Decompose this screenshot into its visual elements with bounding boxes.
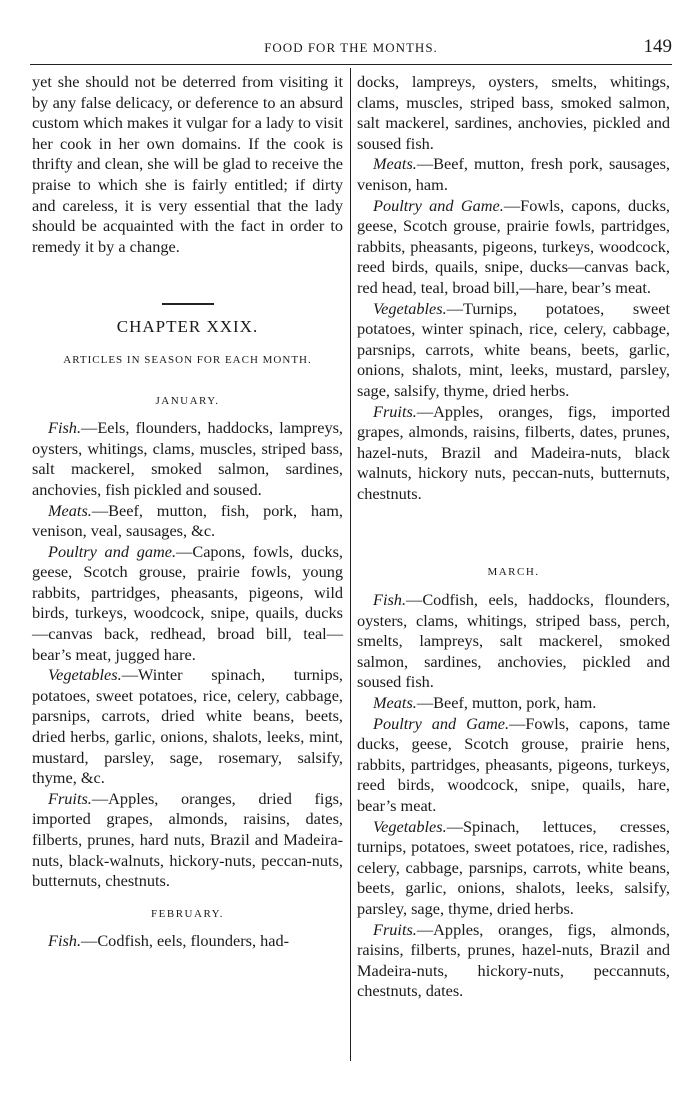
- vegetables-label: Vegetables.: [373, 816, 447, 836]
- march-poultry: [357, 714, 670, 817]
- poultry-label: Poultry and game.: [48, 541, 177, 561]
- fish-text: —Codfish, eels, flounders, had-: [81, 931, 290, 951]
- fruits-text: —Apples, oranges, dried figs, imported grapes, almonds, raisins, dates, filberts, prunes, hard nuts, Brazil and Madeira-nuts, black-walnuts, hickory-nuts, peccan-nuts, butternuts, chestnuts.: [32, 788, 343, 891]
- fish-label: Fish.: [48, 418, 82, 438]
- fruits-text: —Apples, oranges, figs, imported grapes, almonds, raisins, filberts, dates, prunes, hazel-nuts, Brazil and Madeira-nuts, black walnuts, hickory nuts, peccan-nuts, butternuts, chestnuts.: [357, 401, 670, 503]
- march-fish: [357, 590, 670, 693]
- chapter-subtitle: ARTICLES IN SEASON FOR EACH MONTH.: [63, 353, 312, 366]
- running-head: FOOD FOR THE MONTHS.: [264, 40, 438, 55]
- fruits-text: —Apples, oranges, figs, almonds, raisins, filberts, prunes, hazel-nuts, Brazil and Madeira-nuts, hickory-nuts, peccannuts, chestnuts, dates.: [357, 919, 670, 1001]
- march-vegetables: [357, 817, 670, 920]
- january-vegetables: [32, 665, 343, 789]
- vegetables-text: —Winter spinach, turnips, potatoes, sweet potatoes, rice, celery, cabbage, parsnips, carrots, dried white beans, beets, dried herbs, garlic, onions, shalots, leeks, mint, mustard, parsley, sage, rosemary, salsify, thyme, &c.: [32, 665, 343, 788]
- vegetables-label: Vegetables.: [48, 665, 122, 685]
- meats-text: —Beef, mutton, fish, pork, ham, venison, veal, sausages, &c.: [32, 500, 343, 541]
- meats-label: Meats.: [373, 154, 417, 174]
- page-number: 149: [643, 36, 672, 57]
- fish-text: —Codfish, eels, haddocks, flounders, oysters, clams, whitings, striped bass, perch, smelts, lampreys, salt mackerel, smoked salmon, sardines, anchovies, pickled and soused fish.: [357, 590, 670, 692]
- page-header: [30, 34, 672, 65]
- vegetables-label: Vegetables.: [373, 298, 447, 318]
- january-fish: [32, 418, 343, 500]
- meats-label: Meats.: [373, 693, 417, 713]
- section-rule: [162, 303, 214, 305]
- month-heading-march: MARCH.: [487, 566, 540, 579]
- left-column: [32, 72, 343, 952]
- meats-text: —Beef, mutton, pork, ham.: [416, 693, 597, 713]
- poultry-text: —Fowls, capons, tame ducks, geese, Scotch grouse, prairie hens, rabbits, partridges, pheasants, pigeons, turkeys, reed birds, woodcock, snipe, quails, hare, bear’s meat.: [357, 713, 670, 815]
- fish-text: —Eels, flounders, haddocks, lampreys, oysters, whitings, clams, muscles, striped bass, salt mackerel, smoked salmon, sardines, anchovies, fish pickled and soused.: [32, 418, 343, 499]
- january-meats: [32, 501, 343, 542]
- intro-paragraph: yet she should not be deterred from visiting it by any false delicacy, or deference to an absurd custom which makes it vulgar for a lady to visit her cook in her own domains. If the cook is thrifty and clean, she will be glad to receive the praise to which she is fairly entitled; if dirty and careless, it is very essential that the lady should be acquainted with the fact in order to remedy it by a change.: [32, 72, 343, 256]
- february-poultry: [357, 196, 670, 299]
- poultry-text: —Capons, fowls, ducks, geese, Scotch grouse, prairie fowls, young rabbits, partridges, pheasants, pigeons, wild birds, turkeys, woodcock, snipe, quails, ducks—canvas back, redhead, broad bill, teal—bear’s meat, jugged hare.: [32, 541, 343, 664]
- vegetables-text: —Turnips, potatoes, sweet potatoes, winter spinach, rice, celery, cabbage, parsnips, carrots, white beans, beets, garlic, onions, shalots, mint, leeks, mustard, parsley, sage, salsify, thyme, dried herbs.: [357, 298, 670, 400]
- january-fruits: [32, 789, 343, 892]
- poultry-label: Poultry and Game.: [373, 713, 510, 733]
- meats-label: Meats.: [48, 500, 92, 520]
- march-meats: [357, 693, 670, 714]
- fruits-label: Fruits.: [48, 788, 92, 808]
- month-heading-february: FEBRUARY.: [151, 907, 224, 920]
- february-fish-continued: docks, lampreys, oysters, smelts, whitings, clams, muscles, striped bass, smoked salmon, salt mackerel, sardines, anchovies, pickled and soused fish.: [357, 72, 670, 153]
- chapter-title: CHAPTER XXIX.: [116, 317, 259, 337]
- column-divider: [350, 68, 351, 1061]
- meats-text: —Beef, mutton, fresh pork, sausages, venison, ham.: [357, 154, 670, 194]
- february-fish-start: [32, 931, 343, 952]
- vegetables-text: —Spinach, lettuces, cresses, turnips, potatoes, sweet potatoes, rice, radishes, celery, cabbage, parsnips, carrots, white beans, beets, garlic, onions, shalots, leeks, salsify, parsley, sage, thyme, dried herbs.: [357, 816, 670, 918]
- poultry-label: Poultry and Game.: [373, 195, 504, 215]
- fish-label: Fish.: [48, 931, 82, 951]
- right-column: [357, 72, 670, 1002]
- february-meats: [357, 154, 670, 195]
- february-vegetables: [357, 299, 670, 402]
- fruits-label: Fruits.: [373, 919, 417, 939]
- february-fruits: [357, 402, 670, 505]
- march-fruits: [357, 920, 670, 1002]
- fruits-label: Fruits.: [373, 401, 417, 421]
- poultry-text: —Fowls, capons, ducks, geese, Scotch grouse, prairie fowls, partridges, rabbits, pheasants, pigeons, turkeys, woodcock, reed birds, quails, snipe, ducks—canvas back, red head, teal, broad bill,—hare, bear’s meat.: [357, 195, 670, 297]
- month-heading-january: JANUARY.: [155, 394, 220, 407]
- january-poultry: [32, 542, 343, 666]
- fish-label: Fish.: [373, 590, 407, 610]
